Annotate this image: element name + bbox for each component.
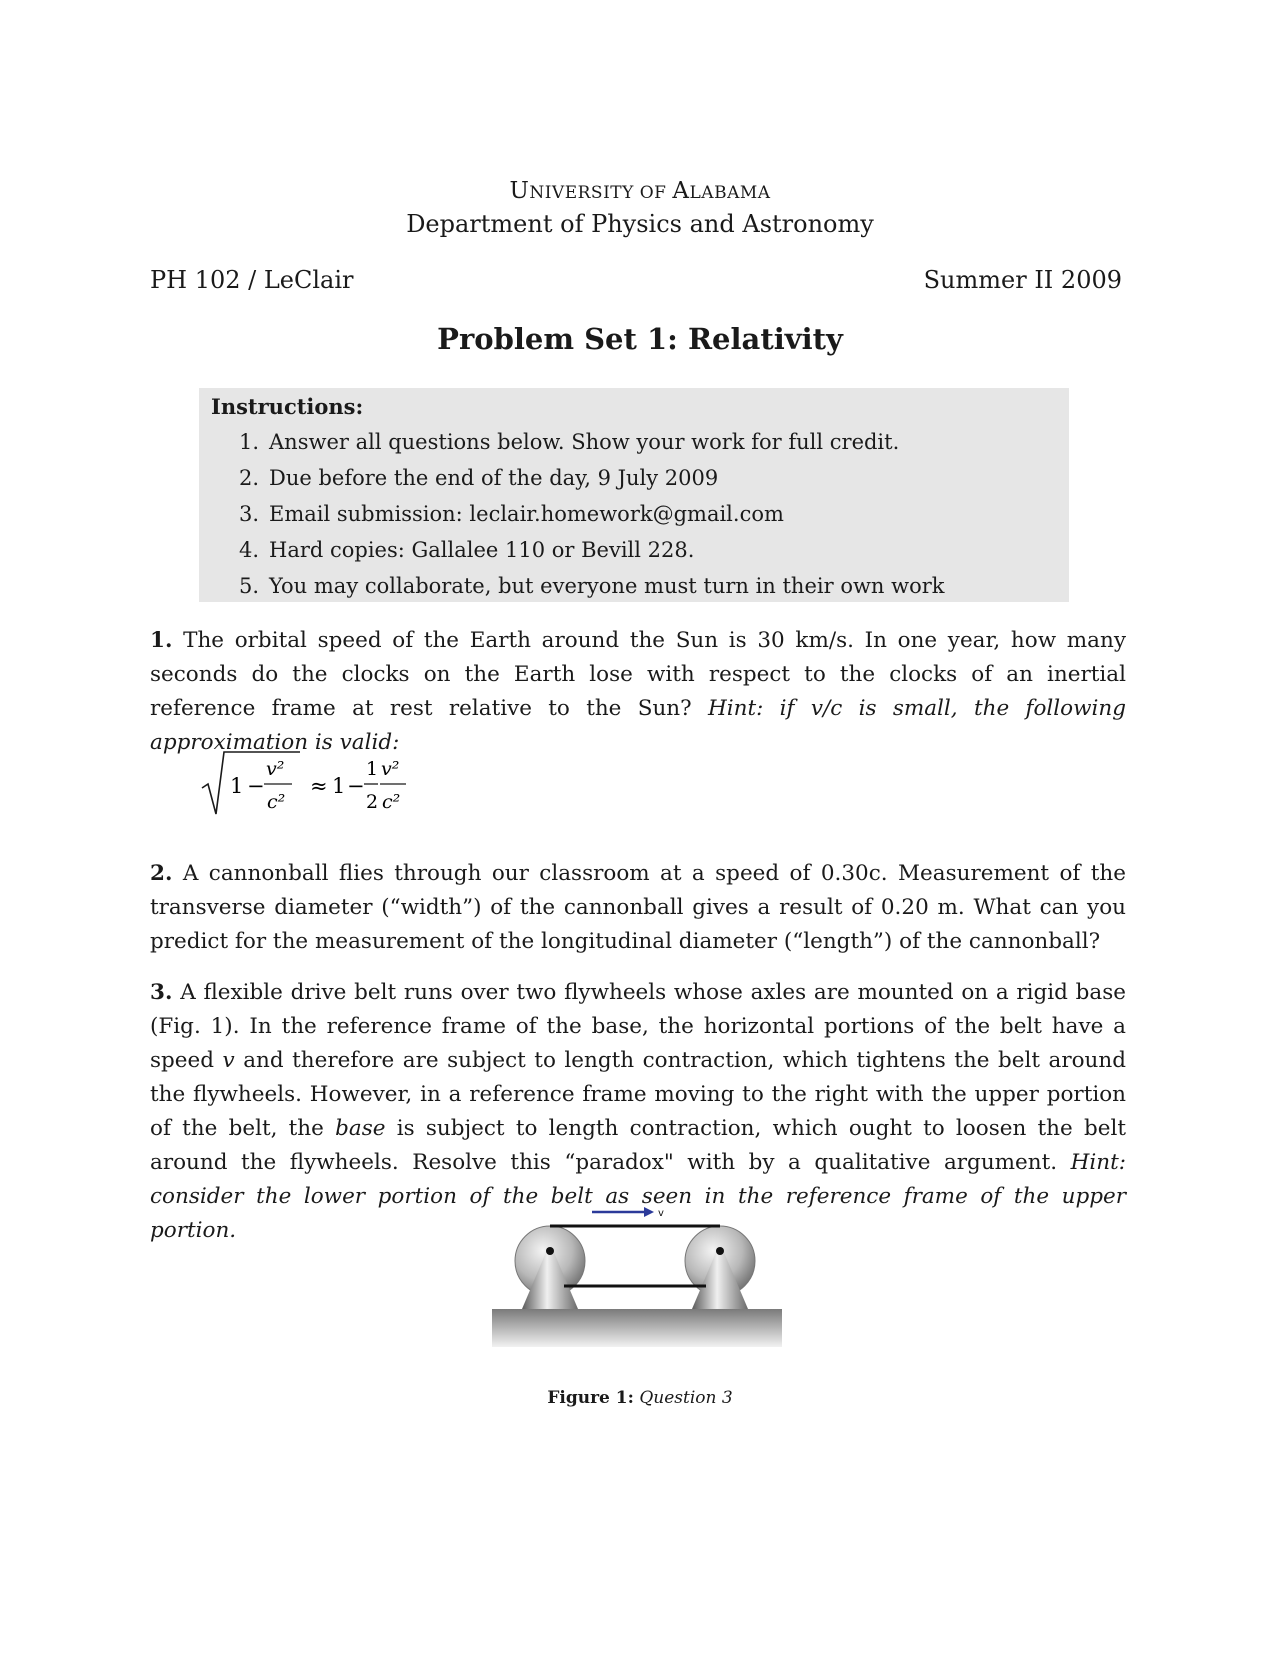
eq-minus-b: − xyxy=(347,774,365,798)
eq-half-den: 2 xyxy=(366,791,379,813)
instructions-heading: Instructions: xyxy=(211,394,364,419)
velocity-symbol: v xyxy=(222,1048,235,1073)
figure-caption xyxy=(0,1388,1280,1408)
problem-hint: Hint: if v/c is small, the following approximation is valid: xyxy=(150,696,1126,755)
eq-v2-a: v² xyxy=(266,758,285,780)
problem-1 xyxy=(150,624,1126,760)
instruction-item: 5. You may collaborate, but everyone must turn in their own work xyxy=(239,574,945,598)
instruction-item: 1. Answer all questions below. Show your work for full credit. xyxy=(239,430,900,454)
course-label: PH 102 / LeClair xyxy=(150,266,354,294)
instruction-item: 3. Email submission: leclair.homework@gmail.com xyxy=(239,502,784,526)
instruction-item: 4. Hard copies: Gallalee 110 or Bevill 228. xyxy=(239,538,695,562)
page-title: Problem Set 1: Relativity xyxy=(437,322,843,356)
axle-left xyxy=(546,1247,554,1255)
eq-half-num: 1 xyxy=(366,758,379,780)
problem-hint: Hint: consider the lower portion of the belt as seen in the reference frame of the upper portion. xyxy=(150,1150,1126,1243)
instructions-list xyxy=(239,424,945,604)
eq-c2-b: c² xyxy=(382,791,401,813)
problem-text-a: A flexible drive belt runs over two flywheels whose axles are mounted on a rigid base (Fig. 1). In the reference frame of the base, the horizontal portions of the belt have a speed xyxy=(150,980,1126,1073)
problem-text-b: and therefore are subject to length contraction, which tightens the belt around the flywheels. However, in a reference frame moving to the right with the upper portion of the belt, the xyxy=(150,1048,1127,1141)
caption-text: Question 3 xyxy=(639,1388,733,1408)
problem-text: A cannonball flies through our classroom at a speed of 0.30c. Measurement of the transverse diameter (“width”) of the cannonball gives a result of 0.20 m. What can you predict for the measurement of the longitudinal diameter (“length”) of the cannonball? xyxy=(150,861,1126,954)
velocity-arrow-head xyxy=(644,1207,654,1217)
problem-2 xyxy=(150,857,1126,959)
caption-label: Figure 1: xyxy=(547,1388,634,1408)
problem-number: 3. xyxy=(150,980,173,1005)
eq-minus-a: − xyxy=(247,774,265,798)
eq-v2-b: v² xyxy=(381,758,400,780)
instruction-item: 2. Due before the end of the day, 9 July 2009 xyxy=(239,466,719,490)
term-label: Summer II 2009 xyxy=(923,266,1122,294)
problem-text-c: is subject to length contraction, which ought to loosen the belt around the flywheels. Resolve this “paradox" with by a qualitative argument. xyxy=(150,1116,1126,1175)
eq-one-b: 1 xyxy=(332,774,346,798)
emphasis-base: base xyxy=(335,1116,386,1141)
department-name: Department of Physics and Astronomy xyxy=(406,210,874,238)
university-name: UNIVERSITY OF ALABAMA xyxy=(509,178,771,204)
axle-right xyxy=(716,1247,724,1255)
eq-c2-a: c² xyxy=(267,791,286,813)
eq-one-a: 1 xyxy=(230,774,244,798)
problem-text: The orbital speed of the Earth around the Sun is 30 km/s. In one year, how many seconds do the clocks on the Earth lose with respect to the clocks of an inertial reference frame at rest relative to the Sun? xyxy=(150,628,1126,721)
rigid-base xyxy=(492,1309,782,1347)
flywheel-figure xyxy=(492,1203,782,1347)
problem-number: 2. xyxy=(150,861,173,886)
eq-approx: ≈ xyxy=(310,774,328,798)
problem-number: 1. xyxy=(150,628,173,653)
velocity-label: v xyxy=(658,1208,664,1219)
approximation-equation xyxy=(200,748,420,818)
instructions-box xyxy=(199,388,1069,602)
